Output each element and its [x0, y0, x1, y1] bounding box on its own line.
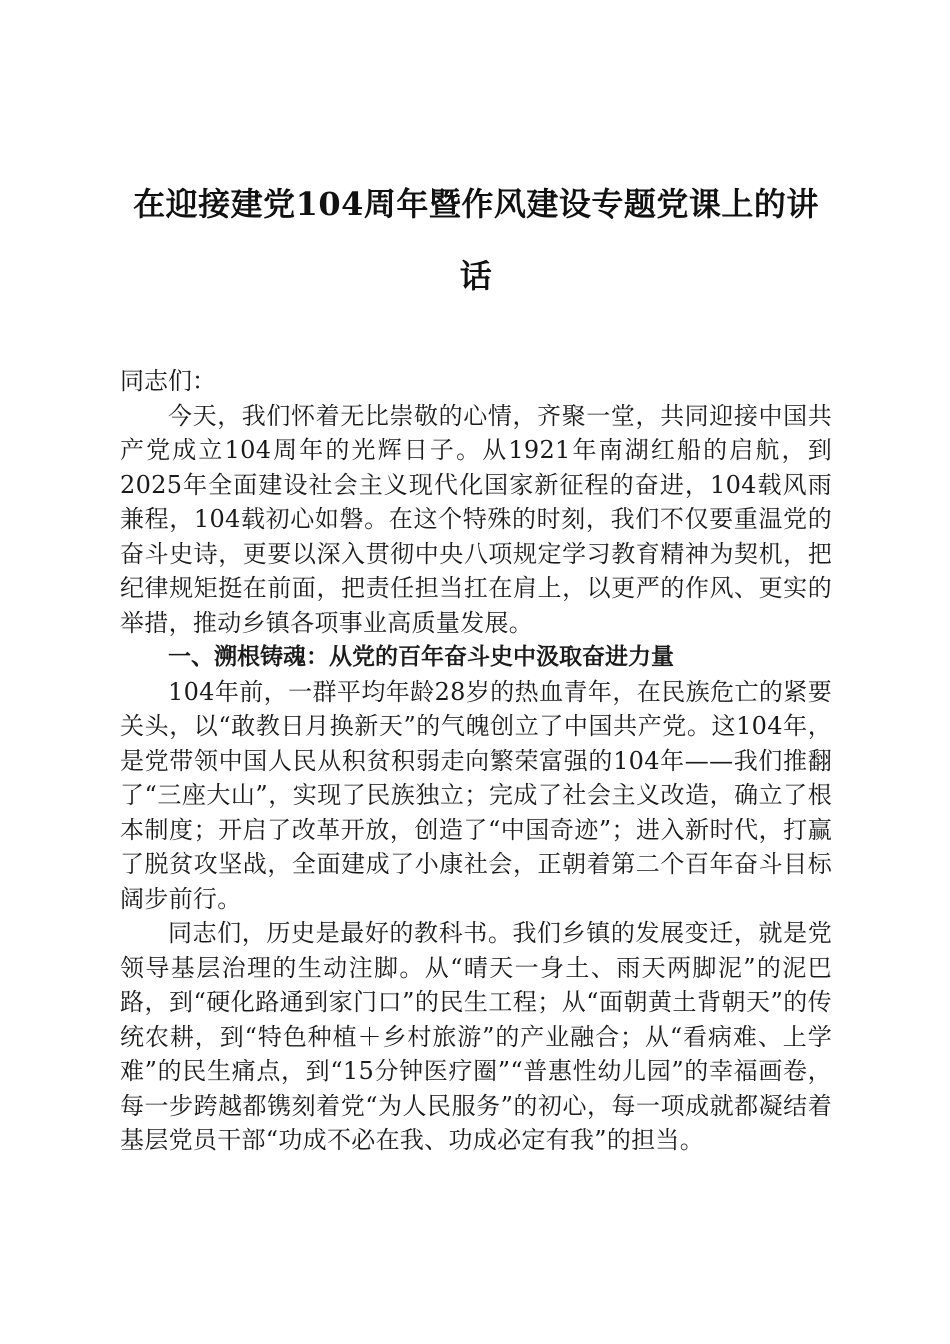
section-heading-1: 一、溯根铸魂：从党的百年奋斗史中汲取奋进力量: [168, 643, 674, 670]
intro-paragraph: 今天，我们怀着无比崇敬的心情，齐聚一堂，共同迎接中国共产党成立104周年的光辉日子。从1921年南湖红船的启航，到2025年全面建设社会主义现代化国家新征程的奋进，104载风雨兼程，104载初心如磐。在这个特殊的时刻，我们不仅要重温党的奋斗史诗，更要以深入贯彻中央八项规定学习教育精神为契机，把纪律规矩挺在前面，把责任担当扛在肩上，以更严的作风、更实的举措，推动乡镇各项事业高质量发展。: [120, 401, 832, 637]
section-1-paragraph-2: 同志们，历史是最好的教科书。我们乡镇的发展变迁，就是党领导基层治理的生动注脚。从“晴天一身土、雨天两脚泥”的泥巴路，到“硬化路通到家门口”的民生工程；从“面朝黄土背朝天”的传统农耕，到“特色种植＋乡村旅游”的产业融合；从“看病难、上学难”的民生痛点，到“15分钟医疗圈”“普惠性幼儿园”的幸福画卷，每一步跨越都镌刻着党“为人民服务”的初心，每一项成就都凝结着基层党员干部“功成不必在我、功成必定有我”的担当。: [120, 919, 832, 1154]
document-page: [120, 168, 832, 1158]
section-1-paragraph-1: 104年前，一群平均年龄28岁的热血青年，在民族危亡的紧要关头，以“敢教日月换新天”的气魄创立了中国共产党。这104年，是党带领中国人民从积贫积弱走向繁荣富强的104年——我们推翻了“三座大山”，实现了民族独立；完成了社会主义改造，确立了根本制度；开启了改革开放，创造了“中国奇迹”；进入新时代，打赢了脱贫攻坚战，全面建成了小康社会，正朝着第二个百年奋斗目标阔步前行。: [120, 677, 832, 913]
greeting: 同志们：: [120, 367, 216, 395]
document-title: 在迎接建党104周年暨作风建设专题党课上的讲话: [133, 185, 819, 295]
